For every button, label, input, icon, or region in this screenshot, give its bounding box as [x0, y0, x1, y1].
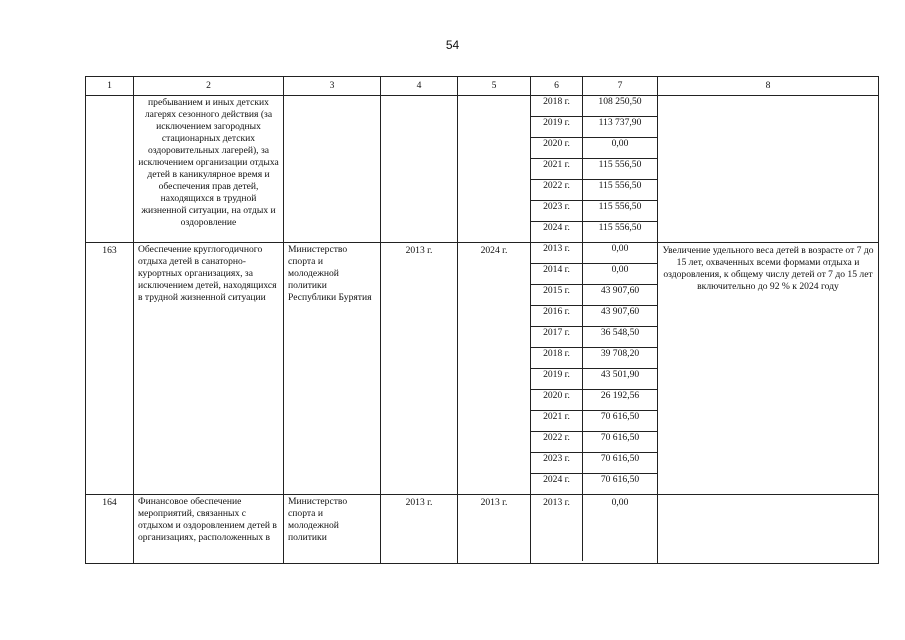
funding-row — [531, 264, 657, 285]
funding-row — [531, 222, 657, 243]
funding-list — [531, 243, 657, 494]
table-row — [86, 96, 879, 243]
funding-row — [531, 390, 657, 411]
funding-year: 2018 г. — [531, 348, 583, 369]
expected-result — [658, 96, 879, 243]
row-number — [86, 96, 134, 243]
expected-result — [658, 495, 879, 564]
end-year: 2024 г. — [458, 243, 531, 495]
funding-cell — [531, 243, 658, 495]
funding-year: 2019 г. — [531, 369, 583, 390]
start-year: 2013 г. — [381, 495, 458, 564]
funding-row — [531, 138, 657, 159]
header-col-1: 1 — [86, 77, 134, 96]
funding-row — [531, 369, 657, 390]
header-col-7: 7 — [617, 80, 623, 91]
funding-amount: 70 616,50 — [583, 411, 658, 432]
table-row — [86, 243, 879, 495]
funding-row — [531, 453, 657, 474]
funding-year: 2015 г. — [531, 285, 583, 306]
funding-amount: 43 907,60 — [583, 306, 658, 327]
responsible-org — [284, 96, 381, 243]
page-number: 54 — [445, 38, 460, 52]
funding-year: 2022 г. — [531, 432, 583, 453]
funding-amount: 70 616,50 — [583, 432, 658, 453]
funding-year: 2016 г. — [531, 306, 583, 327]
funding-row — [531, 243, 657, 264]
funding-year: 2021 г. — [531, 159, 583, 180]
funding-year: 2013 г. — [531, 495, 583, 561]
funding-year: 2013 г. — [531, 243, 583, 264]
end-year — [458, 96, 531, 243]
funding-year: 2019 г. — [531, 117, 583, 138]
expected-result: Увеличение удельного веса детей в возрасте от 7 до 15 лет, охваченных всеми формами отдыха и оздоровления, к общему числу детей от 7 до 15 лет включительно до 92 % к 2024 году — [658, 243, 879, 495]
activity-name: пребыванием и иных детских лагерях сезонного действия (за исключением загородных стационарных детских оздоровительных лагерей), за исключением организации отдыха детей в каникулярное время и обеспечения прав детей, находящихся в трудной жизненной ситуации, на отдых и оздоровление — [134, 96, 284, 243]
funding-row — [531, 474, 657, 495]
funding-list — [531, 96, 657, 242]
program-table — [85, 76, 879, 564]
funding-year: 2014 г. — [531, 264, 583, 285]
header-col-3: 3 — [284, 77, 381, 96]
funding-amount: 108 250,50 — [583, 96, 658, 117]
header-col-4: 4 — [381, 77, 458, 96]
funding-row — [531, 285, 657, 306]
funding-year: 2024 г. — [531, 474, 583, 495]
funding-row — [531, 180, 657, 201]
funding-amount: 113 737,90 — [583, 117, 658, 138]
start-year: 2013 г. — [381, 243, 458, 495]
funding-amount: 70 616,50 — [583, 453, 658, 474]
funding-year: 2024 г. — [531, 222, 583, 243]
funding-row — [531, 117, 657, 138]
responsible-org: Министерство спорта и молодежной политики Республики Бурятия — [284, 243, 381, 495]
funding-amount: 115 556,50 — [598, 222, 642, 233]
funding-row — [531, 159, 657, 180]
funding-year: 2023 г. — [531, 201, 583, 222]
funding-amount: 0,00 — [583, 138, 658, 159]
funding-amount: 39 708,20 — [583, 348, 658, 369]
funding-amount: 70 616,50 — [600, 474, 640, 485]
funding-year: 2022 г. — [531, 180, 583, 201]
header-col-8: 8 — [658, 77, 879, 96]
funding-amount: 0,00 — [611, 497, 629, 508]
responsible-org: Министерство спорта и молодежной политики — [284, 495, 381, 564]
funding-amount: 0,00 — [583, 264, 658, 285]
funding-row — [531, 411, 657, 432]
funding-cell — [531, 495, 658, 564]
funding-amount: 115 556,50 — [583, 180, 658, 201]
funding-amount: 115 556,50 — [583, 201, 658, 222]
row-number: 164 — [86, 495, 134, 564]
funding-row — [531, 201, 657, 222]
header-row — [86, 77, 879, 96]
funding-row — [531, 327, 657, 348]
funding-row — [531, 348, 657, 369]
funding-amount: 36 548,50 — [583, 327, 658, 348]
header-col-6-7 — [531, 77, 658, 96]
header-col-2: 2 — [134, 77, 284, 96]
funding-amount: 0,00 — [583, 243, 658, 264]
funding-year: 2017 г. — [531, 327, 583, 348]
funding-amount: 26 192,56 — [583, 390, 658, 411]
table-row — [86, 495, 879, 564]
funding-row — [531, 306, 657, 327]
funding-year: 2018 г. — [531, 96, 583, 117]
activity-name: Обеспечение круглогодичного отдыха детей в санаторно-курортных организациях, за исключением детей, находящихся в трудной жизненной ситуации — [134, 243, 284, 495]
funding-year: 2020 г. — [531, 390, 583, 411]
funding-amount: 43 907,60 — [583, 285, 658, 306]
activity-name: Финансовое обеспечение мероприятий, связанных с отдыхом и оздоровлением детей в организациях, расположенных в — [134, 495, 284, 564]
row-number: 163 — [86, 243, 134, 495]
funding-amount: 43 501,90 — [583, 369, 658, 390]
start-year — [381, 96, 458, 243]
funding-year: 2021 г. — [531, 411, 583, 432]
funding-cell — [531, 96, 658, 243]
funding-amount: 115 556,50 — [583, 159, 658, 180]
header-col-6: 6 — [531, 77, 583, 95]
header-col-5: 5 — [458, 77, 531, 96]
end-year: 2013 г. — [458, 495, 531, 564]
funding-row — [531, 495, 657, 561]
funding-row — [531, 432, 657, 453]
funding-list — [531, 495, 657, 561]
funding-row — [531, 96, 657, 117]
funding-year: 2020 г. — [531, 138, 583, 159]
funding-year: 2023 г. — [531, 453, 583, 474]
